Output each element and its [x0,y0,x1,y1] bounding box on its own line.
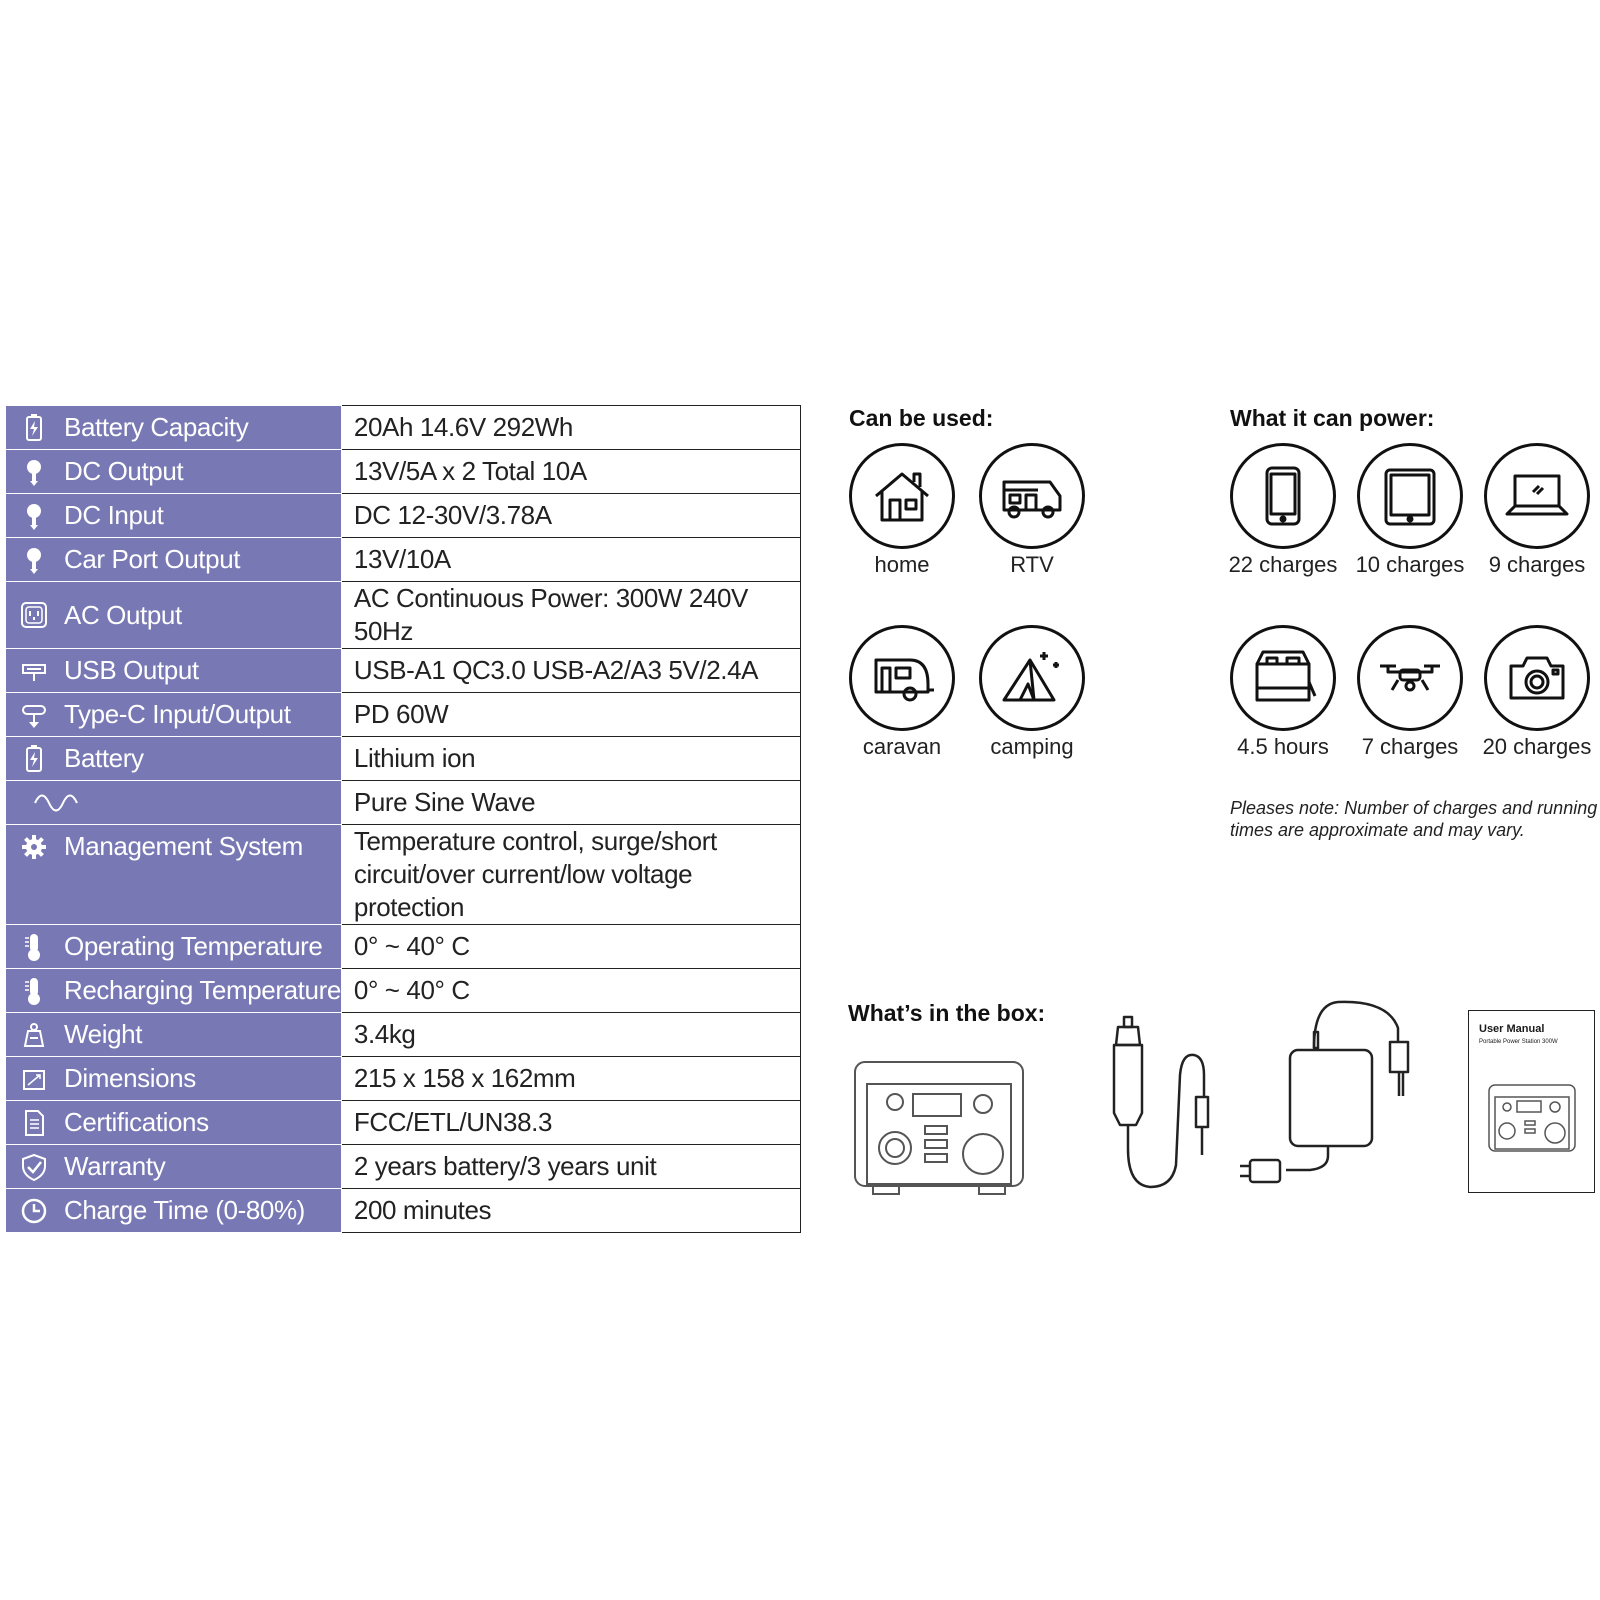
spec-label: DC Input [64,500,164,530]
spec-label: DC Output [64,456,184,486]
spec-table [6,405,801,1233]
drone-icon [1357,625,1463,731]
spec-label-cell [6,925,341,969]
thermometer-icon [12,969,56,1012]
tent-icon [979,625,1085,731]
spec-value: 13V/10A [341,538,800,582]
can-be-used-heading: Can be used: [849,405,994,431]
spec-row [6,582,801,649]
spec-label-cell [6,1189,341,1233]
spec-value: 13V/5A x 2 Total 10A [341,450,800,494]
gear-icon [12,825,56,868]
spec-label-cell [6,494,341,538]
spec-label-cell [6,649,341,693]
spec-label: USB Output [64,655,199,685]
manual-product-image [1487,1083,1577,1155]
caravan-icon [849,625,955,731]
power-label-cooler: 4.5 hours [1237,734,1329,759]
spec-label: Car Port Output [64,544,241,574]
spec-label: Battery Capacity [64,412,249,442]
charges-note: Pleases note: Number of charges and running times are approximate and may vary. [1230,798,1598,840]
spec-value: 2 years battery/3 years unit [341,1145,800,1189]
use-label-home: home [874,552,930,577]
spec-label-cell [6,737,341,781]
spec-label-cell [6,582,341,649]
battery-icon [12,737,56,780]
ac-socket-icon [12,594,56,637]
dimensions-icon [12,1057,56,1100]
spec-label: Dimensions [64,1063,196,1093]
can-power-heading: What it can power: [1230,405,1435,431]
battery-icon [12,406,56,449]
power-label-drone: 7 charges [1361,734,1459,759]
spec-row [6,1013,801,1057]
spec-value: USB-A1 QC3.0 USB-A2/A3 5V/2.4A [341,649,800,693]
spec-label-cell [6,1057,341,1101]
spec-row [6,1101,801,1145]
tablet-icon [1357,443,1463,549]
usb-icon [12,649,56,692]
use-label-camping: camping [990,734,1074,759]
spec-row [6,693,801,737]
ac-adapter-image [1238,998,1438,1198]
spec-row [6,925,801,969]
spec-value: PD 60W [341,693,800,737]
spec-row [6,1145,801,1189]
spec-label: Certifications [64,1107,209,1137]
use-label-rtv: RTV [1010,552,1054,577]
power-label-phone: 22 charges [1228,552,1338,577]
spec-label-cell [6,969,341,1013]
laptop-icon [1484,443,1590,549]
sine-wave-icon [12,781,100,824]
manual-subtitle: Portable Power Station 300W [1479,1039,1558,1045]
spec-value: Pure Sine Wave [341,781,800,825]
spec-row [6,737,801,781]
spec-value: Temperature control, surge/short circuit/over current/low voltage protection [341,825,800,925]
usb-c-icon [12,693,56,736]
spec-value: AC Continuous Power: 300W 240V 50Hz [341,582,800,649]
spec-value: 0° ~ 40° C [341,969,800,1013]
spec-value: 215 x 158 x 162mm [341,1057,800,1101]
manual-title: User Manual [1479,1023,1545,1035]
house-icon [849,443,955,549]
spec-label-cell [6,406,341,450]
cooler-icon [1230,625,1336,731]
car-charger-cable-image [1100,1015,1212,1197]
spec-value: 3.4kg [341,1013,800,1057]
dc-plug-icon [12,538,56,581]
spec-label: Recharging Temperature [64,975,341,1005]
spec-label-cell [6,450,341,494]
phone-icon [1230,443,1336,549]
spec-value: FCC/ETL/UN38.3 [341,1101,800,1145]
power-label-laptop: 9 charges [1488,552,1586,577]
spec-label-cell [6,538,341,582]
power-label-tablet: 10 charges [1355,552,1465,577]
spec-value: 20Ah 14.6V 292Wh [341,406,800,450]
spec-row [6,649,801,693]
user-manual-image [1468,1010,1595,1193]
spec-label: Weight [64,1019,143,1049]
spec-row [6,406,801,450]
shield-check-icon [12,1145,56,1188]
spec-row [6,1057,801,1101]
spec-label-cell [6,781,341,825]
dc-plug-icon [12,494,56,537]
spec-label-cell [6,1101,341,1145]
spec-label: Warranty [64,1151,166,1181]
clock-icon [12,1189,56,1232]
spec-label: Type-C Input/Output [64,699,291,729]
power-station-image [853,1058,1025,1196]
spec-row [6,494,801,538]
spec-row [6,781,801,825]
spec-row [6,1189,801,1233]
spec-value: DC 12-30V/3.78A [341,494,800,538]
spec-label-cell [6,1013,341,1057]
camera-icon [1484,625,1590,731]
spec-value: 0° ~ 40° C [341,925,800,969]
spec-label: Charge Time (0-80%) [64,1195,305,1225]
in-the-box-heading: What’s in the box: [848,1000,1046,1026]
spec-row [6,538,801,582]
spec-row [6,969,801,1013]
spec-label-cell [6,1145,341,1189]
use-label-caravan: caravan [862,734,942,759]
thermometer-icon [12,925,56,968]
spec-label: AC Output [64,599,182,630]
motorhome-icon [979,443,1085,549]
spec-label: Management System [64,831,303,861]
spec-value: 200 minutes [341,1189,800,1233]
spec-label-cell [6,825,341,925]
spec-label-cell [6,693,341,737]
spec-row [6,450,801,494]
spec-label: Battery [64,743,144,773]
spec-label: Operating Temperature [64,931,323,961]
document-icon [12,1101,56,1144]
weight-icon [12,1013,56,1056]
dc-plug-icon [12,450,56,493]
power-label-camera: 20 charges [1482,734,1592,759]
spec-value: Lithium ion [341,737,800,781]
spec-row [6,825,801,925]
